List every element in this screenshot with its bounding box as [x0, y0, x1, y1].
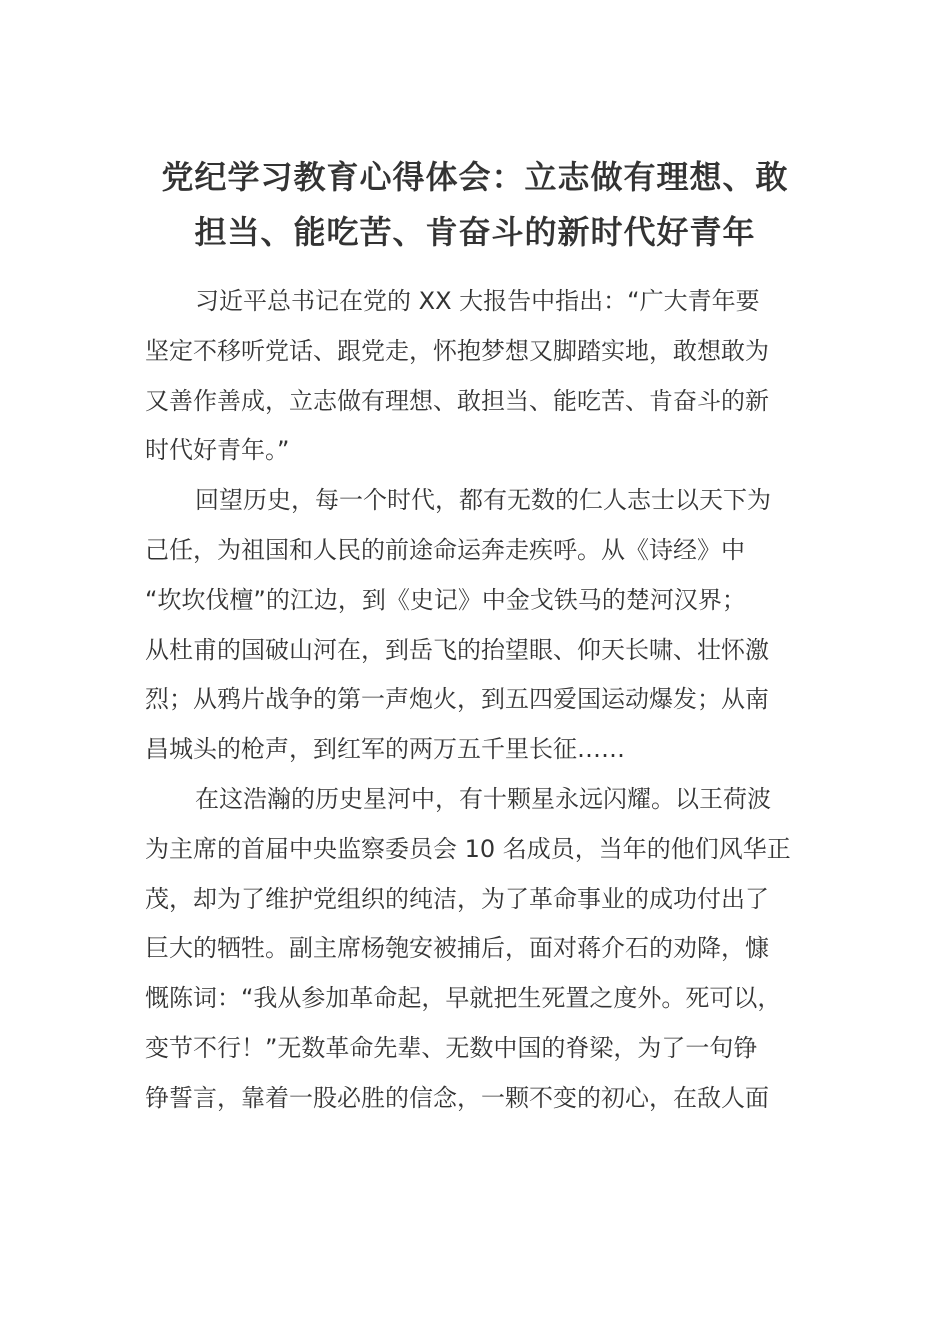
text-line: 变节不行！”无数革命先辈、无数中国的脊梁，为了一句铮: [145, 1033, 758, 1062]
text-line: 时代好青年。”: [145, 436, 290, 465]
document-body: [145, 277, 807, 1124]
document-title: [130, 150, 820, 260]
title-line-2: 担当、能吃苦、肯奋斗的新时代好青年: [194, 213, 756, 251]
text-line: 铮誓言，靠着一股必胜的信念，一颗不变的初心，在敌人面: [145, 1083, 769, 1112]
text-line: 烈；从鸦片战争的第一声炮火，到五四爱国运动爆发；从南: [145, 685, 769, 714]
text-line: 巨大的牺牲。副主席杨匏安被捕后，面对蒋介石的劝降，慷: [145, 934, 769, 963]
text-line: 回望历史，每一个时代，都有无数的仁人志士以天下为: [195, 486, 771, 515]
text-line: 习近平总书记在党的 XX 大报告中指出：“广大青年要: [195, 287, 760, 315]
text-line: 为主席的首届中央监察委员会 10 名成员，当年的他们风华正: [145, 834, 791, 863]
paragraph-2: [145, 476, 807, 775]
text-line: 从杜甫的国破山河在，到岳飞的抬望眼、仰天长啸、壮怀激: [145, 635, 769, 664]
paragraph-1: [145, 277, 807, 476]
text-line: 又善作善成，立志做有理想、敢担当、能吃苦、肯奋斗的新: [145, 386, 769, 415]
text-line: “坎坎伐檀”的江边，到《史记》中金戈铁马的楚河汉界；: [145, 585, 746, 614]
text-line: 坚定不移听党话、跟党走，怀抱梦想又脚踏实地，敢想敢为: [145, 336, 769, 365]
text-line: 茂，却为了维护党组织的纯洁，为了革命事业的成功付出了: [145, 884, 769, 913]
text-line: 慨陈词：“我从参加革命起，早就把生死置之度外。死可以，: [145, 984, 782, 1013]
text-line: 己任，为祖国和人民的前途命运奔走疾呼。从《诗经》中: [145, 535, 745, 564]
paragraph-3: [145, 775, 807, 1124]
text-line: 昌城头的枪声，到红军的两万五千里长征……: [145, 735, 625, 764]
text-line: 在这浩瀚的历史星河中，有十颗星永远闪耀。以王荷波: [195, 784, 771, 813]
title-line-1: 党纪学习教育心得体会：立志做有理想、敢: [161, 158, 789, 196]
